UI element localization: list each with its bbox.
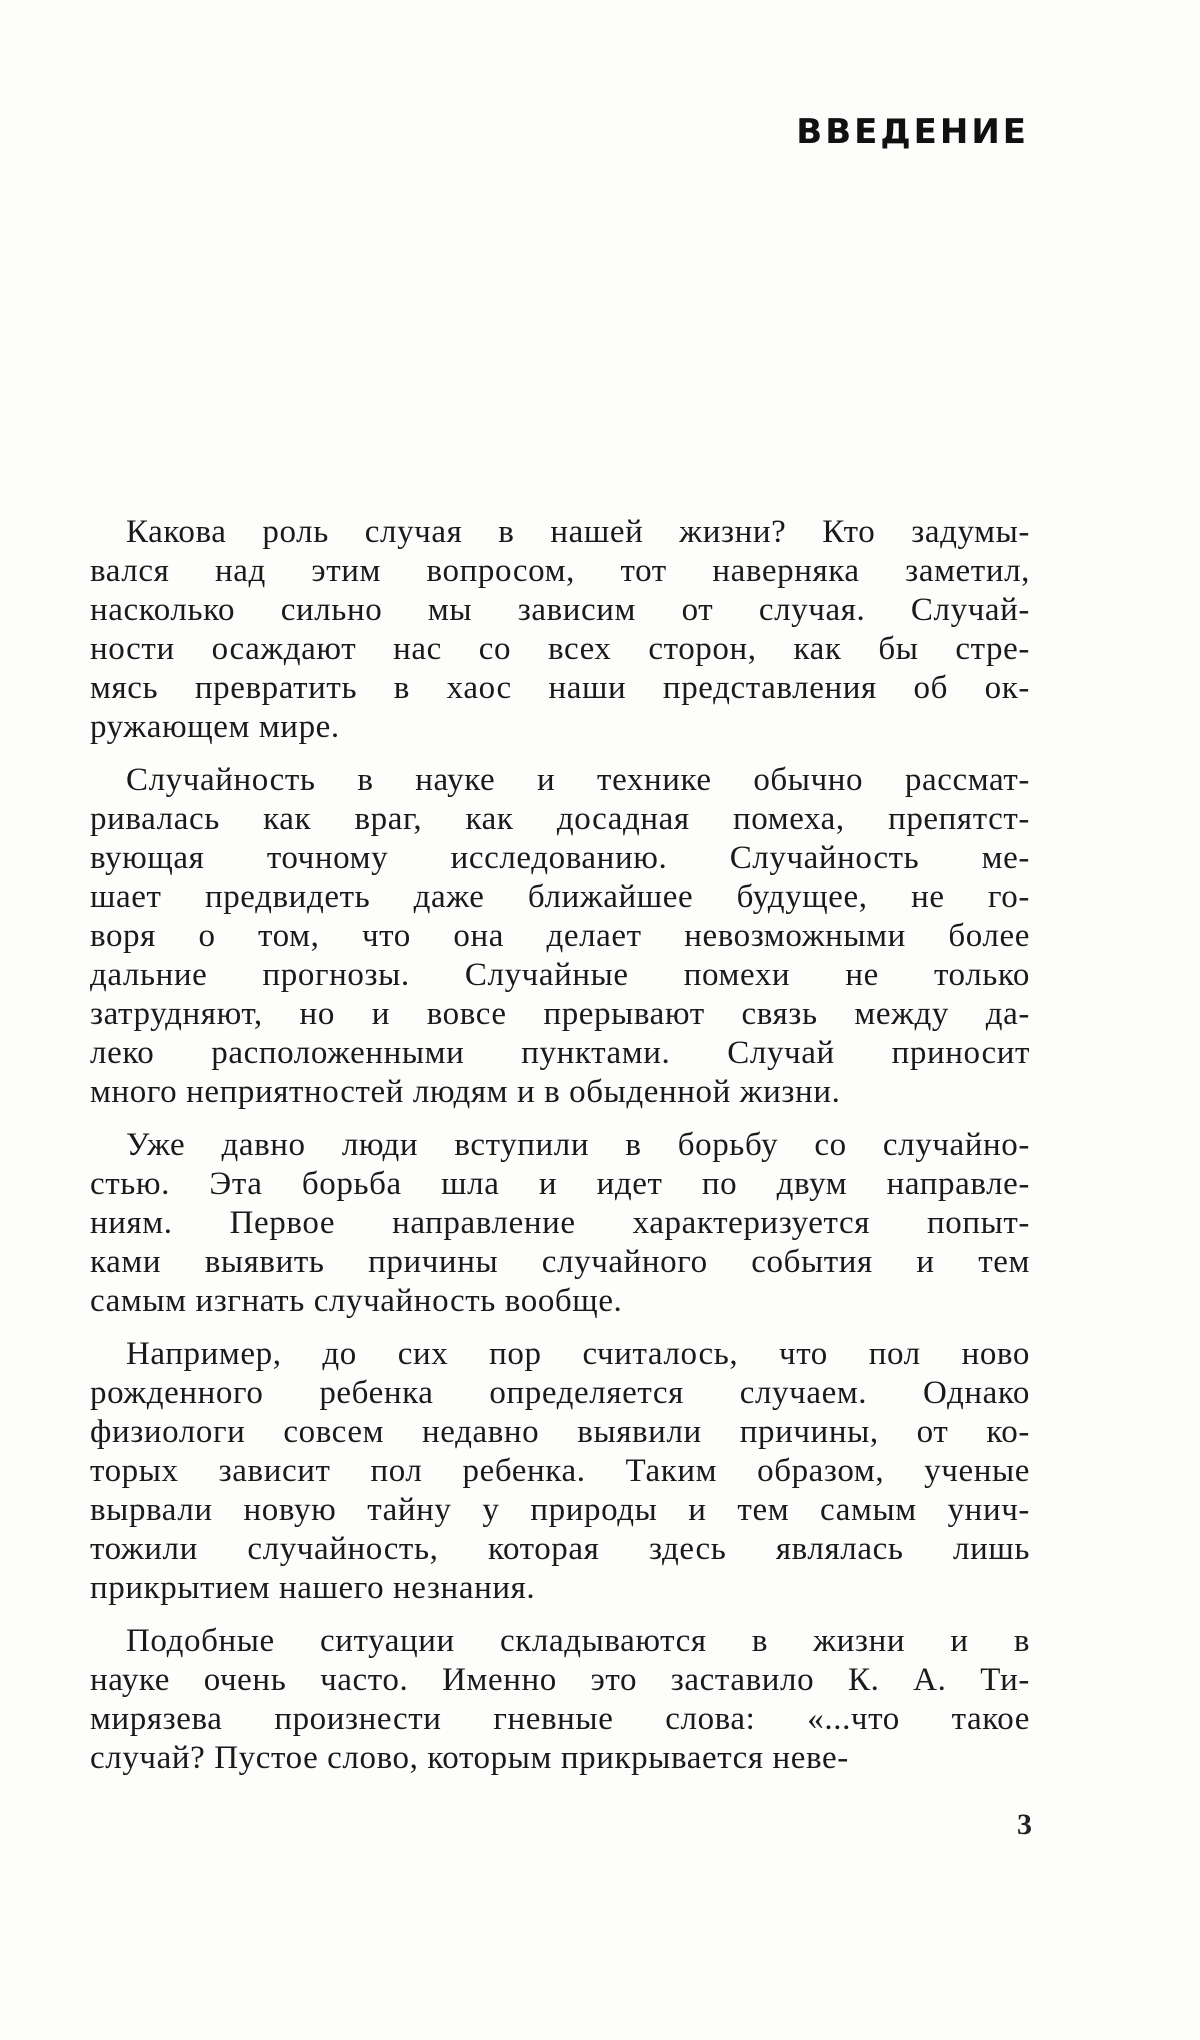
chapter-heading: ВВЕДЕНИЕ xyxy=(796,112,1029,152)
text-line: мирязева произнести гневные слова: «...что такое xyxy=(90,1701,1030,1737)
text-line: ками выявить причины случайного события и тем xyxy=(90,1244,1030,1280)
text-line: затрудняют, но и вовсе прерывают связь между да- xyxy=(90,996,1030,1032)
text-line: насколько сильно мы зависим от случая. Случай- xyxy=(90,592,1030,628)
text-line: ривалась как враг, как досадная помеха, препятст- xyxy=(90,801,1030,837)
text-line: самым изгнать случайность вообще. xyxy=(90,1283,623,1319)
body-text xyxy=(90,513,1030,1792)
text-line: Подобные ситуации складываются в жизни и в xyxy=(126,1623,1030,1659)
text-line: Случайность в науке и технике обычно рассмат- xyxy=(126,762,1030,798)
text-line: много неприятностей людям и в обыденной жизни. xyxy=(90,1074,841,1110)
text-line: мясь превратить в хаос наши представления об ок- xyxy=(90,670,1030,706)
text-line: шает предвидеть даже ближайшее будущее, не го- xyxy=(90,879,1030,915)
paragraph xyxy=(90,1622,1030,1778)
text-line: рожденного ребенка определяется случаем. Однако xyxy=(90,1375,1030,1411)
text-line: случай? Пустое слово, которым прикрывается неве- xyxy=(90,1740,849,1776)
text-line: воря о том, что она делает невозможными более xyxy=(90,918,1030,954)
text-line: науке очень часто. Именно это заставило К. А. Ти- xyxy=(90,1662,1030,1698)
text-line: стью. Эта борьба шла и идет по двум направле- xyxy=(90,1166,1030,1202)
text-line: физиологи совсем недавно выявили причины, от ко- xyxy=(90,1414,1030,1450)
text-line: Какова роль случая в нашей жизни? Кто задумы- xyxy=(126,514,1030,550)
paragraph xyxy=(90,761,1030,1112)
text-line: Например, до сих пор считалось, что пол ново xyxy=(126,1336,1030,1372)
text-line: тожили случайность, которая здесь являлась лишь xyxy=(90,1531,1030,1567)
text-line: торых зависит пол ребенка. Таким образом, ученые xyxy=(90,1453,1030,1489)
text-line: дальние прогнозы. Случайные помехи не только xyxy=(90,957,1030,993)
text-line: прикрытием нашего незнания. xyxy=(90,1570,536,1606)
paragraph xyxy=(90,1126,1030,1321)
text-line: вующая точному исследованию. Случайность ме- xyxy=(90,840,1030,876)
paragraph xyxy=(90,513,1030,747)
paragraph xyxy=(90,1335,1030,1608)
text-line: ниям. Первое направление характеризуется попыт- xyxy=(90,1205,1030,1241)
text-line: вырвали новую тайну у природы и тем самым унич- xyxy=(90,1492,1030,1528)
text-line: ружающем мире. xyxy=(90,709,340,745)
text-line: Уже давно люди вступили в борьбу со случайно- xyxy=(126,1127,1030,1163)
text-line: ности осаждают нас со всех сторон, как бы стре- xyxy=(90,631,1030,667)
text-line: вался над этим вопросом, тот наверняка заметил, xyxy=(90,553,1030,589)
text-line: леко расположенными пунктами. Случай приносит xyxy=(90,1035,1030,1071)
page-number: 3 xyxy=(1017,1808,1032,1841)
